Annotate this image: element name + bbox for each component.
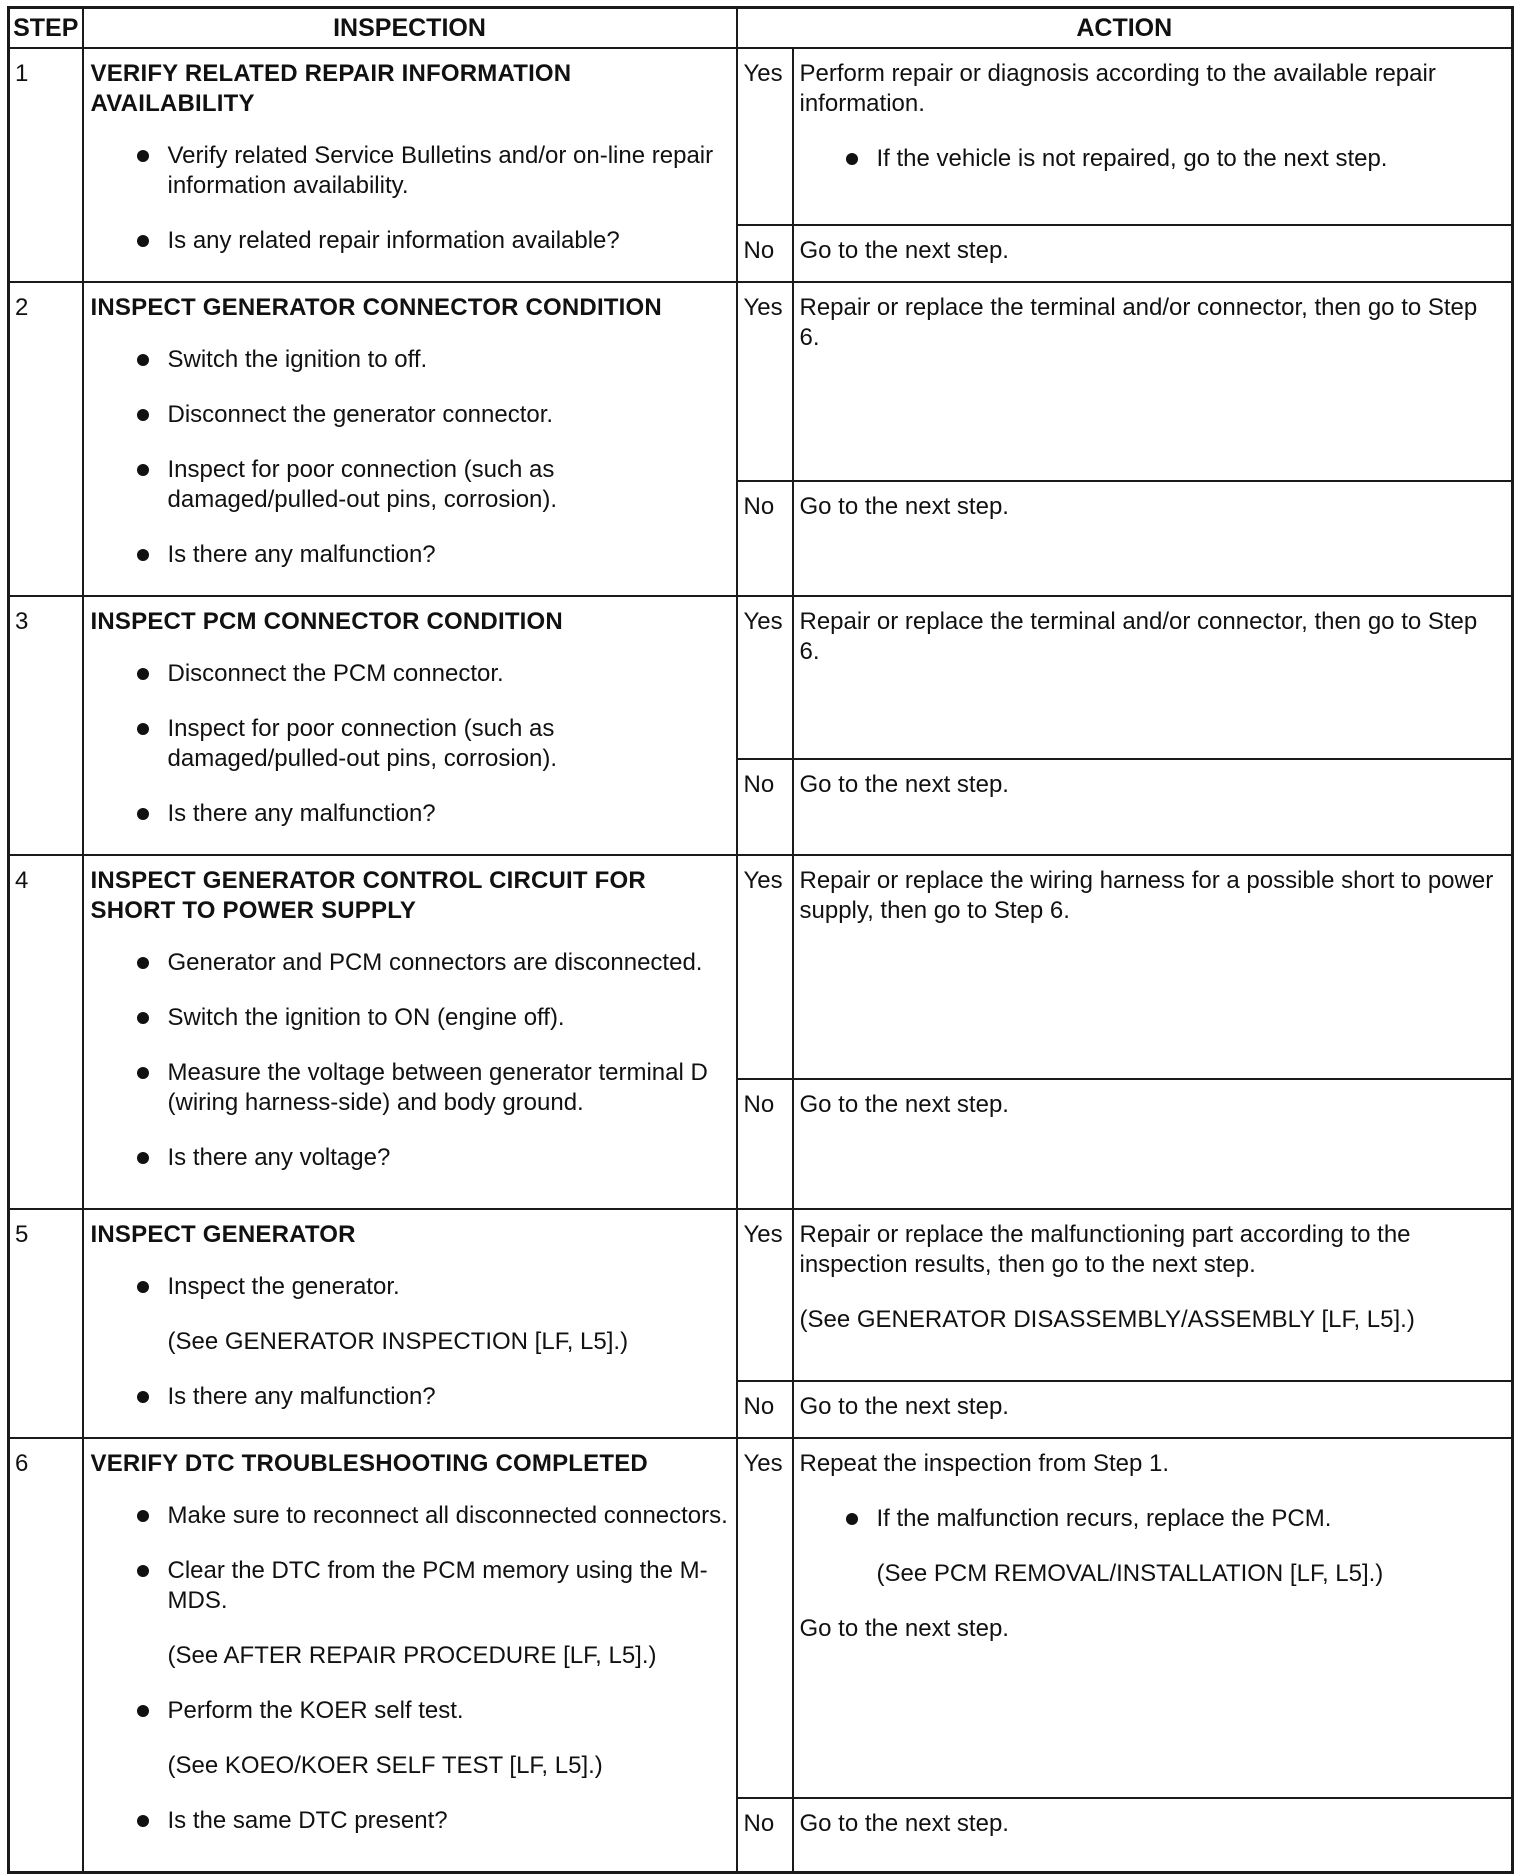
step-3-yes-row (9, 596, 1513, 759)
step-number: 5 (9, 1209, 83, 1438)
no-label: No (737, 481, 793, 596)
inspection-question: Is the same DTC present? (91, 1806, 730, 1836)
step-title: VERIFY DTC TROUBLESHOOTING COMPLETED (90, 1450, 648, 1477)
header-step: STEP (9, 8, 83, 49)
yes-label: Yes (737, 855, 793, 1079)
yes-label: Yes (737, 1438, 793, 1798)
header-inspection: INSPECTION (83, 8, 737, 49)
inspection-cell (83, 1209, 737, 1438)
no-label: No (737, 759, 793, 855)
inspection-bullet: Switch the ignition to off. (91, 345, 730, 375)
reference-note: (See GENERATOR INSPECTION [LF, L5].) (167, 1328, 629, 1355)
step-2-yes-row (9, 282, 1513, 481)
yes-action (793, 48, 1513, 225)
inspection-cell (83, 596, 737, 855)
inspection-cell (83, 48, 737, 282)
step-6-yes-row (9, 1438, 1513, 1798)
step-title: INSPECT GENERATOR (90, 1221, 356, 1248)
action-bullet: If the vehicle is not repaired, go to the next step. (800, 144, 1504, 174)
reference-note: (See KOEO/KOER SELF TEST [LF, L5].) (167, 1752, 603, 1779)
inspection-question: Is there any malfunction? (91, 1382, 730, 1412)
step-1-yes-row (9, 48, 1513, 225)
reference-note: (See PCM REMOVAL/INSTALLATION [LF, L5].) (876, 1560, 1384, 1587)
no-action: Go to the next step. (793, 481, 1513, 596)
no-action: Go to the next step. (793, 1079, 1513, 1209)
action-text: Repair or replace the malfunctioning part according to the inspection results, then go to the next step. (799, 1221, 1411, 1278)
step-4-yes-row (9, 855, 1513, 1079)
no-label: No (737, 225, 793, 282)
inspection-cell (83, 855, 737, 1209)
yes-label: Yes (737, 596, 793, 759)
yes-label: Yes (737, 48, 793, 225)
no-label: No (737, 1798, 793, 1872)
step-number: 2 (9, 282, 83, 596)
action-text: Perform repair or diagnosis according to the available repair information. (799, 60, 1436, 117)
inspection-bullet: Clear the DTC from the PCM memory using the M-MDS. (91, 1556, 730, 1616)
no-label: No (737, 1381, 793, 1438)
inspection-bullet: Inspect for poor connection (such as damaged/pulled-out pins, corrosion). (91, 714, 730, 774)
inspection-bullet: Inspect for poor connection (such as damaged/pulled-out pins, corrosion). (91, 455, 730, 515)
inspection-question: Is any related repair information available? (91, 226, 730, 256)
step-number: 3 (9, 596, 83, 855)
yes-action: Repair or replace the terminal and/or connector, then go to Step 6. (793, 596, 1513, 759)
step-title: INSPECT GENERATOR CONNECTOR CONDITION (90, 294, 662, 321)
yes-label: Yes (737, 282, 793, 481)
header-row (9, 8, 1513, 49)
step-title: INSPECT PCM CONNECTOR CONDITION (90, 608, 563, 635)
yes-action: Repair or replace the wiring harness for a possible short to power supply, then go to Step 6. (793, 855, 1513, 1079)
diagnostic-procedure-table (7, 6, 1514, 1874)
step-5-yes-row (9, 1209, 1513, 1381)
reference-note: (See AFTER REPAIR PROCEDURE [LF, L5].) (167, 1642, 657, 1669)
step-number: 1 (9, 48, 83, 282)
inspection-bullet: Make sure to reconnect all disconnected connectors. (91, 1501, 730, 1531)
inspection-question: Is there any voltage? (91, 1143, 730, 1173)
inspection-question: Is there any malfunction? (91, 540, 730, 570)
inspection-bullet: Verify related Service Bulletins and/or on-line repair information availability. (91, 141, 730, 201)
step-title: INSPECT GENERATOR CONTROL CIRCUIT FOR SHORT TO POWER SUPPLY (90, 867, 646, 924)
inspection-bullet: Generator and PCM connectors are disconnected. (91, 948, 730, 978)
no-label: No (737, 1079, 793, 1209)
no-action: Go to the next step. (793, 1381, 1513, 1438)
inspection-bullet: Disconnect the generator connector. (91, 400, 730, 430)
yes-action (793, 1438, 1513, 1798)
step-number: 6 (9, 1438, 83, 1872)
inspection-bullet: Switch the ignition to ON (engine off). (91, 1003, 730, 1033)
inspection-question: Is there any malfunction? (91, 799, 730, 829)
inspection-bullet: Measure the voltage between generator terminal D (wiring harness-side) and body ground. (91, 1058, 730, 1118)
inspection-bullet: Disconnect the PCM connector. (91, 659, 730, 689)
step-title: VERIFY RELATED REPAIR INFORMATION AVAILABILITY (90, 60, 572, 117)
action-text: Repeat the inspection from Step 1. (799, 1450, 1170, 1477)
inspection-cell (83, 1438, 737, 1872)
yes-action: Repair or replace the terminal and/or connector, then go to Step 6. (793, 282, 1513, 481)
reference-note: (See GENERATOR DISASSEMBLY/ASSEMBLY [LF, L5].) (799, 1306, 1415, 1333)
yes-action (793, 1209, 1513, 1381)
step-number: 4 (9, 855, 83, 1209)
yes-label: Yes (737, 1209, 793, 1381)
inspection-bullet: Perform the KOER self test. (91, 1696, 730, 1726)
inspection-cell (83, 282, 737, 596)
action-text: Go to the next step. (799, 1615, 1009, 1642)
action-bullet: If the malfunction recurs, replace the PCM. (800, 1504, 1504, 1534)
no-action: Go to the next step. (793, 759, 1513, 855)
inspection-bullet: Inspect the generator. (91, 1272, 730, 1302)
header-action: ACTION (737, 8, 1513, 49)
no-action: Go to the next step. (793, 225, 1513, 282)
no-action: Go to the next step. (793, 1798, 1513, 1872)
